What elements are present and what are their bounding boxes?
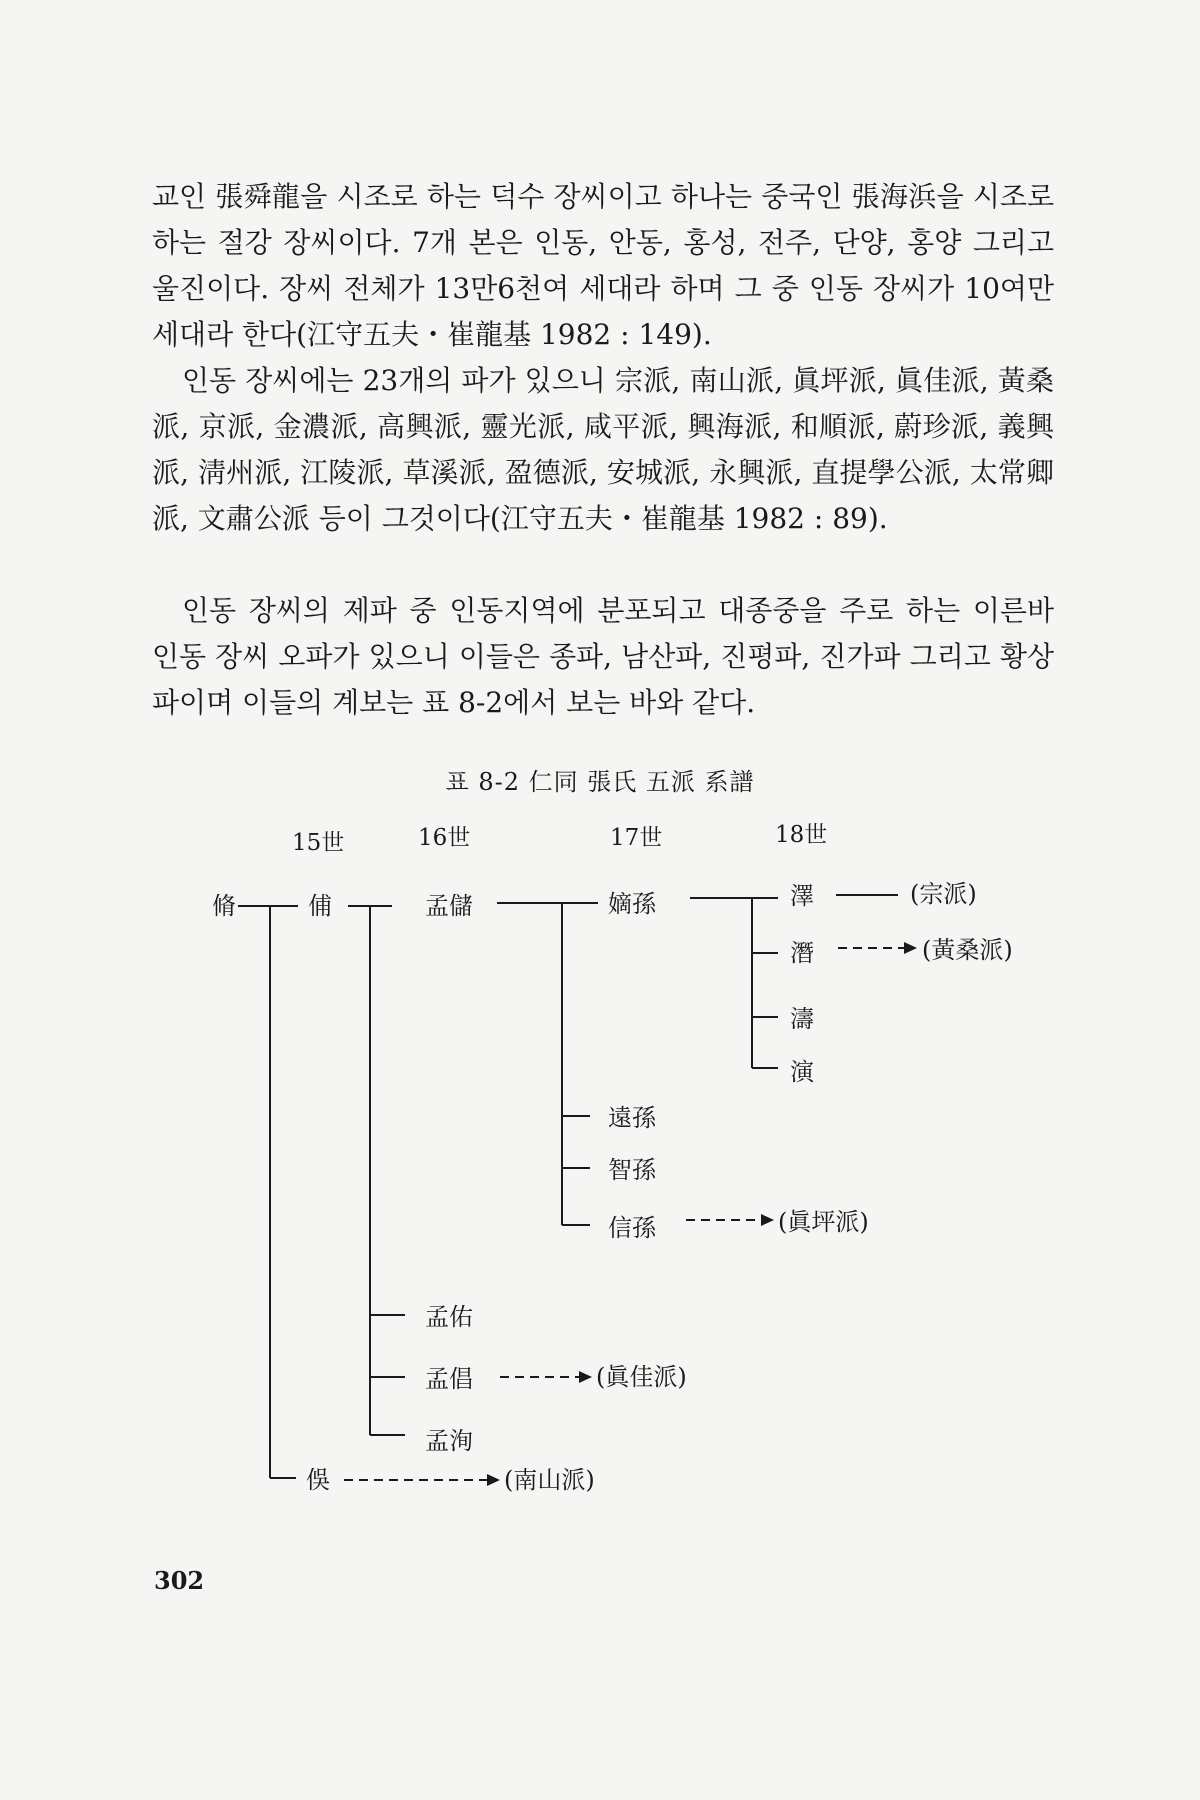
page-number: 302	[154, 1566, 205, 1595]
sect-zong: (宗派)	[910, 880, 977, 908]
node-g17d: 信孫	[608, 1214, 656, 1242]
node-g15a: 俌	[308, 892, 332, 920]
arrowhead-jinpyeong	[761, 1214, 774, 1226]
paragraph-3: 인동 장씨의 제파 중 인동지역에 분포되고 대종중을 주로 하는 이른바 인동 장씨 오파가 있으니 이들은 종파, 남산파, 진평파, 진가파 그리고 황상파이며 이들의 계보는 표 8-2에서 보는 바와 같다.	[152, 594, 1054, 719]
generation-header-18: 18世	[775, 822, 828, 848]
generation-header-15: 15世	[292, 830, 345, 856]
arrowhead-jinga	[579, 1371, 592, 1383]
node-g17b: 遠孫	[608, 1104, 656, 1132]
node-g16a: 孟儲	[425, 892, 473, 920]
sect-huangsang: (黃桑派)	[922, 936, 1013, 964]
sect-namsan: (南山派)	[504, 1466, 595, 1494]
generation-header-17: 17世	[610, 825, 663, 851]
node-g17c: 智孫	[608, 1156, 656, 1184]
arrowhead-huangsang	[904, 942, 917, 954]
node-g18b: 潛	[790, 939, 814, 967]
node-g15b: 俁	[306, 1466, 330, 1494]
node-g16c: 孟倡	[425, 1365, 473, 1393]
node-g16d: 孟洵	[425, 1427, 473, 1455]
arrowhead-namsan	[487, 1474, 500, 1486]
node-g16b: 孟佑	[425, 1303, 473, 1331]
node-g18d: 演	[790, 1058, 814, 1086]
sect-jinpyeong: (眞坪派)	[778, 1208, 869, 1236]
node-g17a: 嫡孫	[608, 890, 656, 918]
paragraph-2: 인동 장씨에는 23개의 파가 있으니 宗派, 南山派, 眞坪派, 眞佳派, 黃桑派, 京派, 金濃派, 高興派, 靈光派, 咸平派, 興海派, 和順派, 蔚珍派, 義興派, 淸州派, 江陵派, 草溪派, 盈德派, 安城派, 永興派, 直提學公派, 太常卿派, 文肅公派 등이 그것이다(江守五夫・崔龍基 1982 : 89).	[152, 364, 1054, 535]
table-caption: 표 8-2 仁同 張氏 五派 系譜	[445, 768, 755, 796]
node-g18c: 濤	[790, 1005, 814, 1033]
generation-header-16: 16世	[418, 825, 471, 851]
node-root: 脩	[212, 892, 236, 920]
sect-jinga: (眞佳派)	[596, 1363, 687, 1391]
node-g18a: 澤	[790, 882, 814, 910]
paragraph-1: 교인 張舜龍을 시조로 하는 덕수 장씨이고 하나는 중국인 張海浜을 시조로 하는 절강 장씨이다. 7개 본은 인동, 안동, 홍성, 전주, 단양, 홍양 그리고 울진이다. 장씨 전체가 13만6천여 세대라 하며 그 중 인동 장씨가 10여만 세대라 한다(江守五夫・崔龍基 1982 : 149).	[152, 180, 1054, 351]
